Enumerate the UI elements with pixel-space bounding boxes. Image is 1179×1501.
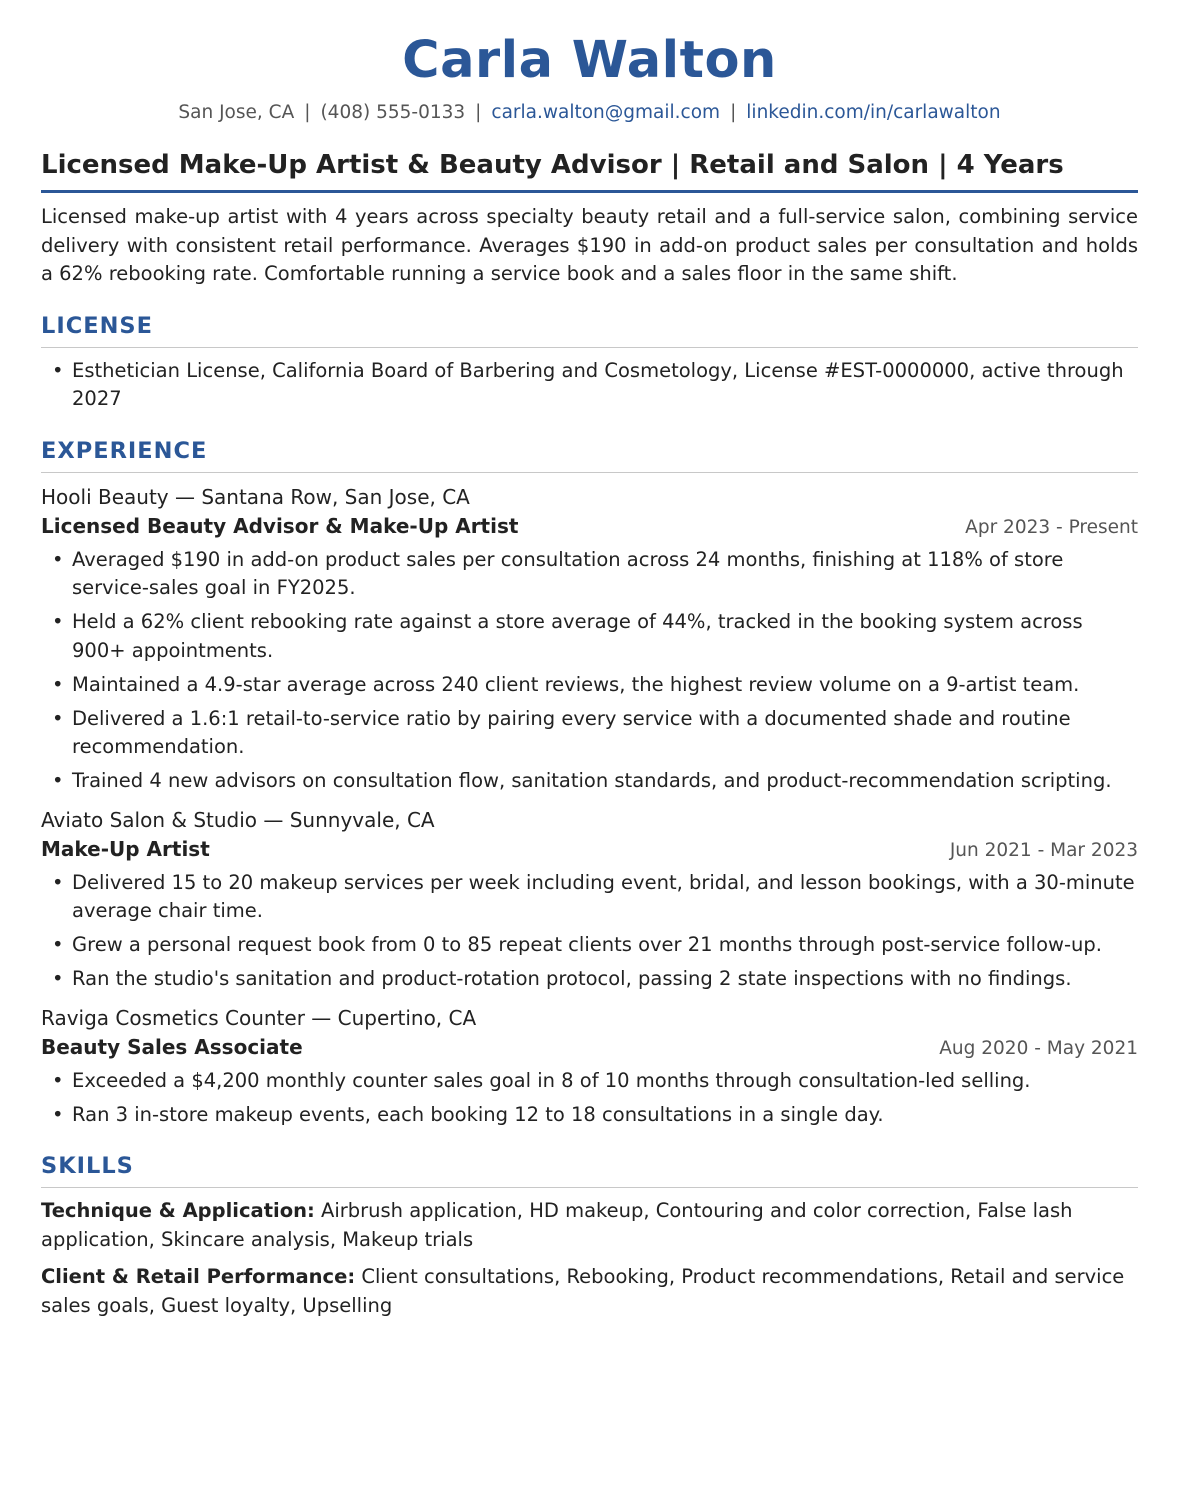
skills-section-title: SKILLS bbox=[41, 1151, 1138, 1188]
skill-group-label: Client & Retail Performance: bbox=[41, 1265, 356, 1288]
bullet-icon: • bbox=[52, 769, 64, 792]
job-bullets bbox=[41, 869, 1138, 994]
experience-section-title: EXPERIENCE bbox=[41, 436, 1138, 473]
contact-line bbox=[41, 100, 1138, 126]
list-item: • Exceeded a $4,200 monthly counter sales goal in 8 of 10 months through consultation-led selling. bbox=[41, 1067, 1138, 1096]
list-item: • Ran 3 in-store makeup events, each booking 12 to 18 consultations in a single day. bbox=[41, 1101, 1138, 1130]
job-entry bbox=[41, 806, 1138, 994]
professional-headline: Licensed Make-Up Artist & Beauty Advisor | Retail and Salon | 4 Years bbox=[41, 148, 1138, 193]
license-section-title: LICENSE bbox=[41, 311, 1138, 348]
contact-phone: (408) 555-0133 bbox=[320, 102, 466, 123]
job-company: Aviato Salon & Studio — Sunnyvale, CA bbox=[41, 807, 435, 832]
job-company: Raviga Cosmetics Counter — Cupertino, CA bbox=[41, 1005, 477, 1030]
bullet-icon: • bbox=[52, 1068, 64, 1092]
contact-separator: | bbox=[730, 102, 737, 123]
email-link[interactable]: carla.walton@gmail.com bbox=[491, 102, 721, 123]
contact-separator: | bbox=[304, 102, 311, 123]
job-dates: Jun 2021 - Mar 2023 bbox=[949, 839, 1138, 861]
bullet-icon: • bbox=[52, 358, 64, 382]
skill-group-label: Technique & Application: bbox=[41, 1199, 315, 1222]
job-entry bbox=[41, 1004, 1138, 1130]
job-role-row bbox=[41, 512, 1138, 542]
job-role: Beauty Sales Associate bbox=[41, 1034, 303, 1059]
job-entry bbox=[41, 483, 1138, 796]
bullet-icon: • bbox=[52, 706, 64, 730]
job-company: Hooli Beauty — Santana Row, San Jose, CA bbox=[41, 484, 470, 509]
list-item: • Trained 4 new advisors on consultation flow, sanitation standards, and product-recommendation scripting. bbox=[41, 767, 1138, 796]
bullet-icon: • bbox=[52, 967, 64, 990]
bullet-icon: • bbox=[52, 1102, 64, 1126]
job-bullets bbox=[41, 1067, 1138, 1130]
list-item: • Ran the studio's sanitation and product-rotation protocol, passing 2 state inspections with no findings. bbox=[41, 965, 1138, 994]
list-item: • Delivered a 1.6:1 retail-to-service ratio by pairing every service with a documented shade and routine recommendation. bbox=[52, 706, 1071, 758]
list-item: • Delivered 15 to 20 makeup services per week including event, bridal, and lesson bookings, with a 30-minute average chair time. bbox=[52, 870, 1135, 922]
bullet-icon: • bbox=[52, 610, 64, 633]
job-role: Licensed Beauty Advisor & Make-Up Artist bbox=[41, 513, 519, 538]
list-item: • Esthetician License, California Board of Barbering and Cosmetology, License #EST-0000000, active through 2027 bbox=[52, 358, 1124, 410]
contact-location: San Jose, CA bbox=[178, 102, 295, 123]
bullet-icon: • bbox=[52, 933, 64, 956]
job-bullets bbox=[41, 546, 1138, 796]
candidate-name: Carla Walton bbox=[402, 31, 777, 90]
skill-group-items: Client consultations, Rebooking, Product recommendations, Retail and service sales goals, Guest loyalty, Upselling bbox=[41, 1265, 1125, 1317]
summary-paragraph: Licensed make-up artist with 4 years across specialty beauty retail and a full-service salon, combining service delivery with consistent retail performance. Averages $190 in add-on product sales per consultation and holds a 62% rebooking rate. Comfortable running a service book and a sales floor in the same shift. bbox=[41, 205, 1138, 285]
bullet-icon: • bbox=[52, 672, 64, 696]
job-dates: Apr 2023 - Present bbox=[965, 516, 1138, 538]
job-role: Make-Up Artist bbox=[41, 836, 210, 861]
job-role-row bbox=[41, 1033, 1138, 1063]
skill-group-items: Airbrush application, HD makeup, Contouring and color correction, False lash application, Skincare analysis, Makeup trials bbox=[41, 1199, 1073, 1251]
list-item: • Grew a personal request book from 0 to 85 repeat clients over 21 months through post-service follow-up. bbox=[41, 931, 1138, 960]
job-dates: Aug 2020 - May 2021 bbox=[939, 1037, 1138, 1059]
bullet-icon: • bbox=[52, 870, 64, 894]
list-item: • Averaged $190 in add-on product sales per consultation across 24 months, finishing at 118% of store service-sales goal in FY2025. bbox=[52, 547, 1064, 599]
list-item: • Maintained a 4.9-star average across 240 client reviews, the highest review volume on a 9-artist team. bbox=[41, 671, 1138, 700]
skill-group bbox=[41, 1197, 1138, 1254]
contact-separator: | bbox=[475, 102, 482, 123]
list-item: • Held a 62% client rebooking rate against a store average of 44%, tracked in the booking system across 900+ appointments. bbox=[52, 610, 1083, 662]
job-role-row bbox=[41, 835, 1138, 865]
license-list bbox=[41, 357, 1138, 414]
bullet-icon: • bbox=[52, 547, 64, 571]
linkedin-link[interactable]: linkedin.com/in/carlawalton bbox=[746, 102, 1001, 123]
skill-group bbox=[41, 1263, 1138, 1320]
